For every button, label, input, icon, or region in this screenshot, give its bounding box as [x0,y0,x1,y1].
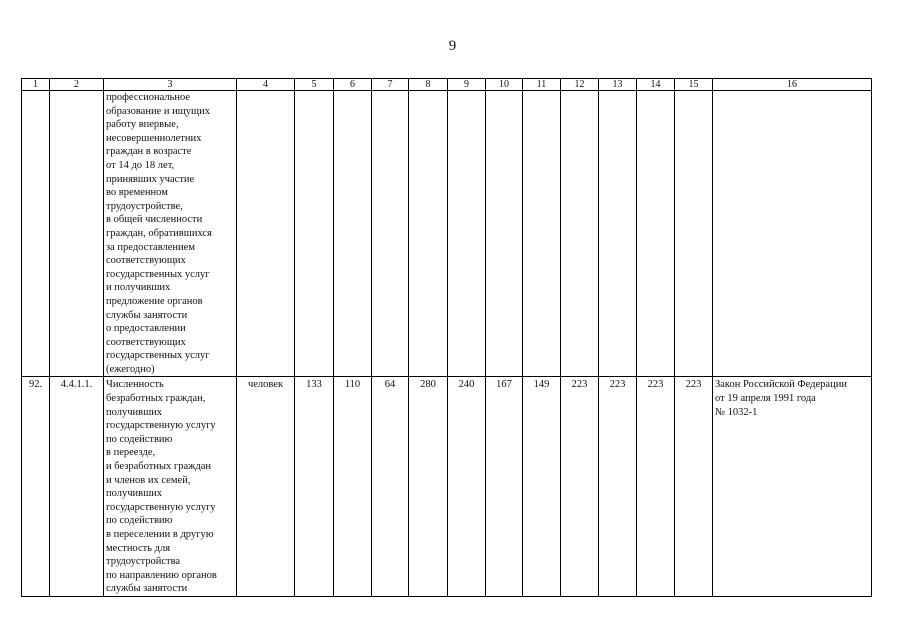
table-row [22,377,872,597]
value-cell [637,91,675,377]
column-number: 12 [561,79,599,91]
column-number: 14 [637,79,675,91]
column-number: 9 [448,79,486,91]
value-cell [523,91,561,377]
value-cell [372,91,409,377]
column-number: 2 [50,79,104,91]
value-cell: 223 [675,377,713,597]
column-number: 8 [409,79,448,91]
column-number: 11 [523,79,561,91]
column-number: 4 [237,79,295,91]
row-number-cell: 92. [22,377,50,597]
value-cell [334,91,372,377]
column-number-row [22,79,872,91]
value-cell: 149 [523,377,561,597]
column-number: 15 [675,79,713,91]
legal-basis-cell [713,91,872,377]
page-number: 9 [448,38,457,54]
value-cell [675,91,713,377]
column-number: 7 [372,79,409,91]
value-cell: 223 [561,377,599,597]
value-cell: 223 [637,377,675,597]
value-cell [599,91,637,377]
value-cell [486,91,523,377]
column-number: 5 [295,79,334,91]
indicators-table [21,78,872,597]
value-cell [448,91,486,377]
row-code-cell [50,91,104,377]
column-number: 13 [599,79,637,91]
row-code-cell: 4.4.1.1. [50,377,104,597]
indicator-name-cell: Численность безработных граждан, получивших государственную услугу по содействию в переезде, и безработных граждан и членов их семей, получивших государственную услугу по содействию в переселении в другую местность для трудоустройства по направлению органов службы занятости [104,377,237,597]
indicator-name-cell: профессиональное образование и ищущих работу впервые, несовершеннолетних граждан в возрасте от 14 до 18 лет, принявших участие во временном трудоустройстве, в общей численности граждан, обратившихся за предоставлением соответствующих государственных услуг и получивших предложение органов службы занятости о предоставлении соответствующих государственных услуг (ежегодно) [104,91,237,377]
value-cell: 167 [486,377,523,597]
column-number: 10 [486,79,523,91]
value-cell: 280 [409,377,448,597]
value-cell [561,91,599,377]
value-cell: 110 [334,377,372,597]
value-cell: 133 [295,377,334,597]
unit-cell: человек [237,377,295,597]
column-number: 16 [713,79,872,91]
value-cell [295,91,334,377]
column-number: 6 [334,79,372,91]
row-number-cell [22,91,50,377]
legal-basis-cell: Закон Российской Федерации от 19 апреля 1991 года № 1032-1 [713,377,872,597]
value-cell [409,91,448,377]
column-number: 3 [104,79,237,91]
value-cell: 223 [599,377,637,597]
unit-cell [237,91,295,377]
table-row [22,91,872,377]
column-number: 1 [22,79,50,91]
value-cell: 240 [448,377,486,597]
value-cell: 64 [372,377,409,597]
